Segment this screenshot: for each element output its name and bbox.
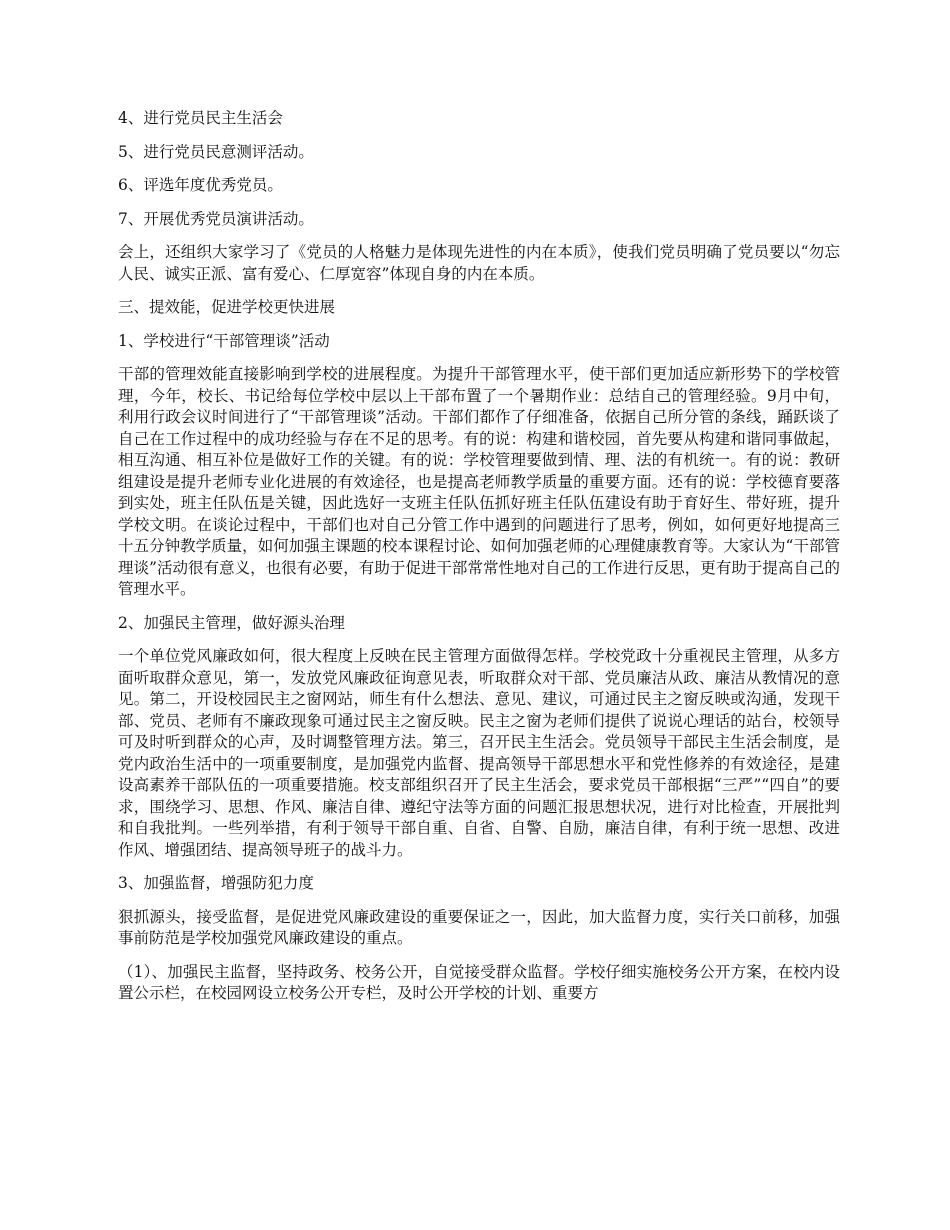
subsection-3-body: 狠抓源头，接受监督，是促进党风廉政建设的重要保证之一，因此，加大监督力度，实行关口前移，加强事前防范是学校加强党风廉政建设的重点。	[118, 907, 840, 947]
subsection-1-body: 干部的管理效能直接影响到学校的进展程度。为提升干部管理水平，使干部们更加适应新形势下的学校管理，今年，校长、书记给每位学校中层以上干部布置了一个暑期作业：总结自己的管理经验。9月中旬，利用行政会议时间进行了“干部管理谈”活动。干部们都作了仔细准备，依据自己所分管的条线，踊跃谈了自己在工作过程中的成功经验与存在不足的思考。有的说：构建和谐校园，首先要从构建和谐同事做起，相互沟通、相互补位是做好工作的关键。有的说：学校管理要做到情、理、法的有机统一。有的说：教研组建设是提升老师专业化进展的有效途径，也是提高老师教学质量的重要方面。还有的说：学校德育要落到实处，班主任队伍是关键，因此选好一支班主任队伍抓好班主任队伍建设有助于育好生、带好班，提升学校文明。在谈论过程中，干部们也对自己分管工作中遇到的问题进行了思考，例如，如何更好地提高三十五分钟教学质量，如何加强主课题的校本课程讨论、如何加强老师的心理健康教育等。大家认为“干部管理谈”活动很有意义，也很有必要，有助于促进干部常常性地对自己的工作进行反思，更有助于提高自己的管理水平。	[118, 365, 840, 598]
list-item-7: 7、开展优秀党员演讲活动。	[118, 209, 314, 228]
list-item-4: 4、进行党员民主生活会	[118, 109, 283, 127]
subsection-2-heading: 2、加强民主管理，做好源头治理	[118, 613, 345, 632]
subsection-3-heading: 3、加强监督，增强防犯力度	[118, 874, 314, 892]
subsection-3-item-1: （1）、加强民主监督，坚持政务、校务公开，自觉接受群众监督。学校仔细实施校务公开方案，在校内设置公示栏，在校园网设立校务公开专栏，及时公开学校的计划、重要方	[118, 962, 840, 1002]
document-page	[118, 108, 840, 1017]
meeting-paragraph: 会上，还组织大家学习了《党员的人格魅力是体现先进性的内在本质》，使我们党员明确了党员要以“勿忘人民、诚实正派、富有爱心、仁厚宽容”体现自身的内在本质。	[118, 243, 840, 283]
subsection-1-heading: 1、学校进行“干部管理谈”活动	[118, 331, 330, 350]
list-item-6: 6、评选年度优秀党员。	[118, 176, 283, 194]
subsection-2-body: 一个单位党风廉政如何，很大程度上反映在民主管理方面做得怎样。学校党政十分重视民主管理，从多方面听取群众意见，第一，发放党风廉政征询意见表，听取群众对干部、党员廉洁从政、廉洁从教情况的意见。第二，开设校园民主之窗网站，师生有什么想法、意见、建议，可通过民主之窗反映或沟通，发现干部、党员、老师有不廉政现象可通过民主之窗反映。民主之窗为老师们提供了说说心理话的站台，校领导可及时听到群众的心声，及时调整管理方法。第三，召开民主生活会。党员领导干部民主生活会制度，是党内政治生活中的一项重要制度，是加强党内监督、提高领导干部思想水平和党性修养的有效途径，是建设高素养干部队伍的一项重要措施。校支部组织召开了民主生活会，要求党员干部根据“三严”“四自”的要求，围绕学习、思想、作风、廉洁自律、遵纪守法等方面的问题汇报思想状况，进行对比检查，开展批判和自我批判。一些列举措，有利于领导干部自重、自省、自警、自励，廉洁自律，有利于统一思想、改进作风、增强团结、提高领导班子的战斗力。	[118, 647, 840, 859]
section-3-heading: 三、提效能，促进学校更快进展	[118, 298, 336, 316]
list-item-5: 5、进行党员民意测评活动。	[118, 142, 314, 161]
